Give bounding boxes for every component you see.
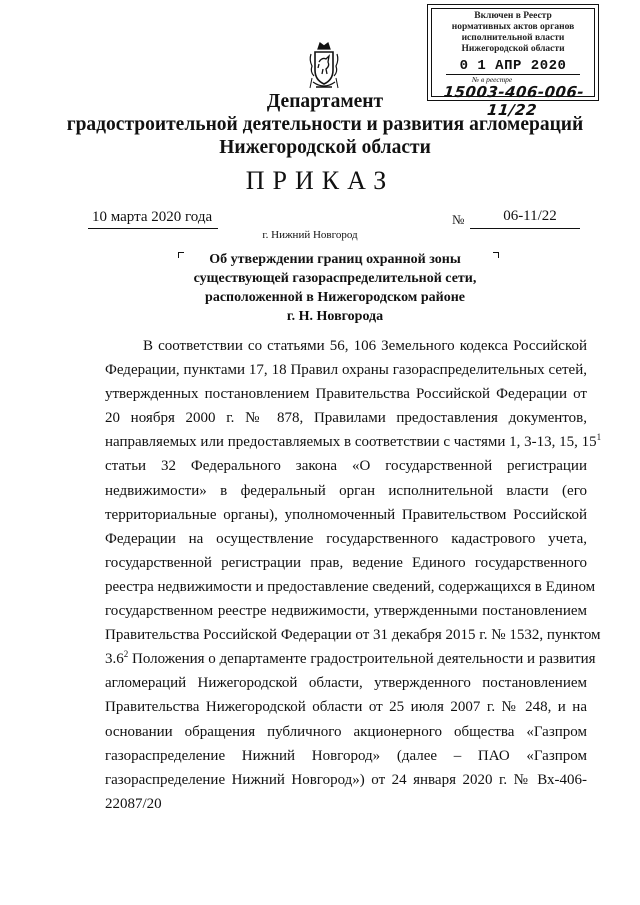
body-line: недвижимости» в федеральный орган исполнительной власти (его [105,482,587,499]
body-line: Федерации на осуществление государственного кадастрового учета, [105,530,587,547]
registry-stamp [427,4,599,119]
body-line [105,647,596,671]
footnote-marker: 2 [123,649,129,660]
body-line: государственной регистрации прав, ведение Единого государственного [105,554,587,571]
order-body [105,334,602,816]
body-line-text: 3.6 [105,651,124,668]
body-line: Федерации, пунктами 17, 18 Правил охраны газораспределительных сетей, [105,362,587,379]
stamp-date: 0 1 АПР 2020 [459,58,567,74]
body-line: 20 ноября 2000 г. № 878, Правилами предоставления документов, [105,410,587,427]
body-line: газораспределение Нижний Новгород») от 24 января 2020 г. № Вх-406- [105,771,587,788]
body-line: утвержденных постановлением Правительства Российской Федерации от [105,386,587,403]
stamp-line-3: исполнительной власти [461,33,565,43]
subject-line-3: расположенной в Нижегородском районе [205,290,465,305]
department-title-line-2: градостроительной деятельности и развития агломераций [66,114,584,135]
body-line: статьи 32 Федерального закона «О государственной регистрации [105,458,587,475]
order-subject [170,250,500,326]
document-type: ПРИКАЗ [245,166,395,195]
body-line-text: Положения о департаменте градостроительной деятельности и развития [128,651,596,668]
order-number-label: № [452,212,465,227]
body-line: 22087/20 [105,795,162,812]
body-line: агломераций Нижегородской области, утвержденного постановлением [105,675,587,692]
subject-line-4: г. Н. Новгорода [286,309,384,324]
subject-line-2: существующей газораспределительной сети, [193,271,477,286]
subject-line-1: Об утверждении границ охранной зоны [209,252,461,267]
body-line-text: направляемых или предоставляемых в соответствии с частями 1, 3-13, 15, 15 [105,434,597,451]
stamp-line-4: Нижегородской области [461,44,565,54]
order-date: 10 марта 2020 года [92,209,213,225]
stamp-registry-label: № в реестре [472,75,513,84]
body-line: В соответствии со статьями 56, 106 Земельного кодекса Российской [143,338,587,354]
body-line: Правительства Нижегородской области от 25 июля 2007 г. № 248, и на [105,699,587,716]
body-line: Правительства Российской Федерации от 31 декабря 2015 г. № 1532, пунктом [105,627,601,644]
department-title-line-1: Департамент [266,91,384,112]
body-line: реестра недвижимости и предоставление сведений, содержащихся в Едином [105,578,596,595]
footnote-marker: 1 [596,432,602,443]
body-line: основании обращения публичного акционерного общества «Газпром [105,723,587,740]
coat-of-arms-icon [306,40,342,94]
stamp-line-2: нормативных актов органов [451,22,575,32]
body-line: газораспределение Нижний Новгород» (далее – ПАО «Газпром [105,747,587,764]
body-line: территориальные органы), уполномоченный Правительством Российской [105,506,587,523]
body-line: государственном реестре недвижимости, утвержденными постановлением [105,603,587,620]
registry-stamp-frame [431,8,595,119]
order-city: г. Нижний Новгород [262,229,358,241]
stamp-registry-number: 15003-406-006-11/22 [442,83,586,119]
department-title-line-3: Нижегородской области [219,137,431,158]
stamp-line-1: Включен в Реестр [474,11,552,21]
body-line [105,430,602,454]
order-number: 06-11/22 [503,208,557,224]
